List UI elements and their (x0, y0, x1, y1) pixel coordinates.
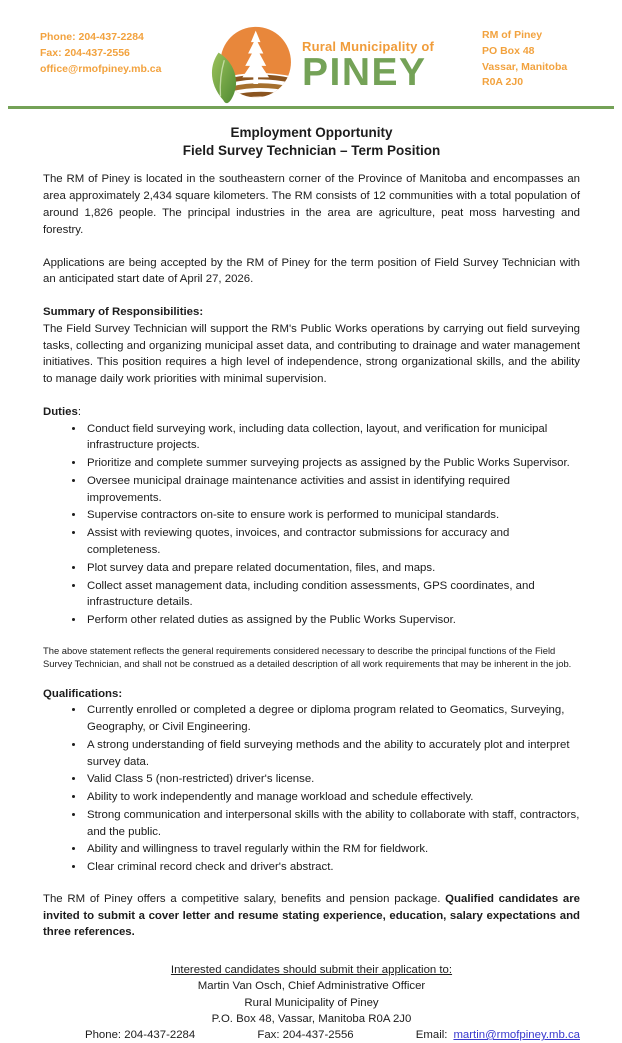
list-item: • A strong understanding of field surveying methods and the ability to accurately plot and interpret survey data. (85, 737, 580, 771)
list-item: • Collect asset management data, including condition assessments, GPS coordinates, and infrastructure details. (85, 578, 580, 612)
letterhead-contact (40, 24, 198, 77)
duties-heading: Duties: (43, 405, 81, 418)
summary-paragraph: The Field Survey Technician will support the RM's Public Works operations by carrying out field surveying tasks, collecting and organizing municipal asset data, and contributing to drainage and water management initiatives. This position requires a high level of independence, strong organizational skills, and the ability to manage daily work priorities with minimal supervision. (43, 322, 580, 386)
disclaimer-paragraph: The above statement reflects the general requirements considered necessary to describe the principal functions of the Field Survey Technician, and shall not be construed as a detailed description of all work requirements that may be inherent in the job. (43, 644, 572, 670)
list-item: • Plot survey data and prepare related documentation, files, and maps. (85, 560, 580, 577)
letterhead-address (482, 24, 600, 91)
list-item: • Prioritize and complete summer surveying projects as assigned by the Public Works Supervisor. (85, 455, 580, 472)
letterhead-office-email: office@rmofpiney.mb.ca (40, 62, 162, 75)
letterhead (0, 0, 622, 104)
list-item: • Clear criminal record check and driver's abstract. (85, 859, 580, 876)
apply-contact-name: Martin Van Osch, Chief Administrative Officer (197, 980, 426, 993)
list-item: • Ability to work independently and manage workload and schedule effectively. (85, 789, 580, 806)
closing-bold-text: Qualified candidates are invited to submit a cover letter and resume stating experience, education, salary expectations and three references. (43, 892, 580, 939)
list-item: • Assist with reviewing quotes, invoices, and contractor submissions for accuracy and completeness. (85, 525, 580, 559)
document-body (0, 109, 622, 1043)
list-item: • Strong communication and interpersonal skills with the ability to collaborate with staff, contractors, and the public. (85, 807, 580, 841)
list-item: • Supervise contractors on-site to ensure work is performed to municipal standards. (85, 507, 580, 524)
apply-org: Rural Municipality of Piney (244, 996, 379, 1009)
qualifications-heading: Qualifications: (43, 687, 123, 700)
apply-heading: Interested candidates should submit their application to: (170, 964, 453, 977)
closing-normal-text: The RM of Piney offers a competitive salary, benefits and pension package. (43, 892, 446, 905)
apply-fax: Fax: 204-437-2556 (257, 1028, 354, 1041)
apply-contact-line (85, 1027, 580, 1043)
apply-email-label: Email: (415, 1028, 448, 1041)
intro-paragraph: The RM of Piney is located in the southeastern corner of the Province of Manitoba and encompasses an area approximately 2,434 square kilometers. The RM consists of 12 communities with a total population of around 1,826 people. The principal industries in the area are agriculture, peat moss harvesting and forestry. (43, 173, 580, 236)
apply-address: P.O. Box 48, Vassar, Manitoba R0A 2J0 (211, 1012, 412, 1025)
piney-logo (204, 24, 434, 104)
title-line-1: Employment Opportunity (230, 125, 393, 140)
logo-tagline: Rural Municipality of (302, 39, 435, 54)
duties-list (43, 421, 580, 629)
address-org: RM of Piney (482, 29, 543, 41)
qualifications-list (43, 702, 580, 876)
list-item: • Currently enrolled or completed a degree or diploma program related to Geomatics, Surveying, Geography, or Civil Engineering. (85, 702, 580, 736)
applications-paragraph: Applications are being accepted by the RM of Piney for the term position of Field Survey Technician with an anticipated start date of April 27, 2026. (43, 256, 580, 286)
piney-logo-icon (204, 24, 296, 104)
page-title (43, 124, 580, 160)
list-item: • Oversee municipal drainage maintenance activities and assist in identifying required improvements. (85, 473, 580, 507)
apply-email-link[interactable]: martin@rmofpiney.mb.ca (453, 1028, 580, 1041)
apply-email (416, 1027, 580, 1043)
logo-wordmark (302, 39, 435, 95)
summary-heading: Summary of Responsibilities: (43, 306, 204, 319)
letterhead-phone: Phone: 204-437-2284 (40, 31, 144, 43)
list-item: • Conduct field surveying work, including data collection, layout, and verification for municipal infrastructure projects. (85, 421, 580, 455)
address-pobox: PO Box 48 (482, 44, 535, 57)
address-city: Vassar, Manitoba (482, 60, 568, 73)
application-instructions (43, 962, 580, 1043)
title-line-2: Field Survey Technician – Term Position (182, 143, 441, 159)
letterhead-fax: Fax: 204-437-2556 (40, 46, 130, 59)
list-item: • Valid Class 5 (non-restricted) driver's license. (85, 771, 580, 788)
logo-name: PINEY (302, 51, 427, 95)
address-postal: R0A 2J0 (482, 76, 524, 89)
list-item: • Ability and willingness to travel regularly within the RM for fieldwork. (85, 841, 580, 858)
closing-paragraph (43, 891, 580, 941)
list-item: • Perform other related duties as assigned by the Public Works Supervisor. (85, 612, 580, 629)
apply-phone: Phone: 204-437-2284 (85, 1028, 196, 1041)
